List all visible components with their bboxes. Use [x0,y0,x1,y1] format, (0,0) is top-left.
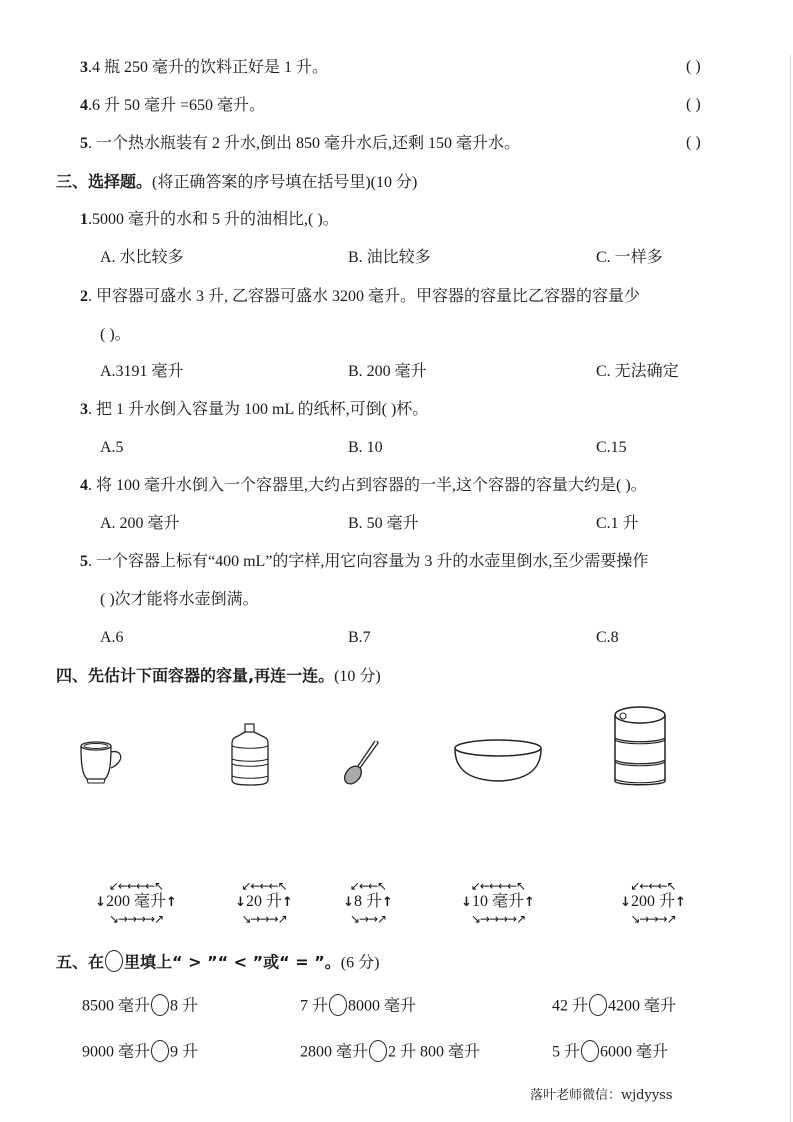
option-3b[interactable]: B. 10 [348,439,383,456]
arrow-up-icon: ↑ [382,895,393,910]
choice-question-1: 1.5000 毫升的水和 5 升的油相比,( )。 [80,211,339,228]
compare-circle-input[interactable] [589,994,607,1016]
arrow-frame-bottom: ↘→→→→↗ [470,912,526,926]
option-5c[interactable]: C.8 [596,629,619,646]
arrow-frame-bottom: ↘→→→→↗ [108,912,164,926]
section-4-heading: 四、先估计下面容器的容量,再连一连。(10 分) [56,666,381,685]
option-1b[interactable]: B. 油比较多 [348,249,431,266]
arrow-frame-top: ↙←←←↖ [630,879,676,893]
arrow-down-icon: ↓ [235,895,246,910]
capacity-label-3[interactable]: ↙←←↖ ↓8 升↑ ↘→→↗ [338,880,398,925]
footer-contact: 落叶老师微信：wjdyyss [530,1088,673,1103]
oil-barrel-icon[interactable] [612,705,668,790]
arrow-up-icon: ↑ [282,895,293,910]
option-2a[interactable]: A.3191 毫升 [100,363,184,380]
choice-question-3: 3. 把 1 升水倒入容量为 100 mL 的纸杯,可倒( )杯。 [80,401,429,418]
compare-item-2: 7 升 8000 毫升 [300,996,416,1018]
arrow-down-icon: ↓ [620,895,631,910]
option-4a[interactable]: A. 200 毫升 [100,515,180,532]
judge-answer-blank-3[interactable]: ( ) [686,58,701,75]
compare-circle-input[interactable] [369,1040,387,1062]
option-2b[interactable]: B. 200 毫升 [348,363,427,380]
capacity-label-5[interactable]: ↙←←←↖ ↓200 升↑ ↘→→→↗ [612,880,694,925]
arrow-frame-bottom: ↘→→→↗ [630,912,676,926]
judge-question-3: 3.4 瓶 250 毫升的饮料正好是 1 升。 [80,59,329,76]
water-jug-icon[interactable] [230,722,270,788]
arrow-up-icon: ↑ [524,895,535,910]
compare-circle-input[interactable] [329,994,347,1016]
judge-answer-blank-5[interactable]: ( ) [686,134,701,151]
compare-item-4: 9000 毫升 9 升 [82,1042,198,1064]
circle-icon [105,950,123,972]
arrow-frame-top: ↙←←↖ [349,879,387,893]
arrow-frame-bottom: ↘→→→↗ [241,912,287,926]
page-edge-line [790,55,791,1122]
compare-item-1: 8500 毫升 8 升 [82,996,198,1018]
arrow-down-icon: ↓ [95,895,106,910]
section-5-heading: 五、在 里填上“ > ”“ < ”或“ = ”。(6 分) [56,952,379,974]
compare-circle-input[interactable] [151,994,169,1016]
compare-item-3: 42 升 4200 毫升 [552,996,676,1018]
compare-item-6: 5 升 6000 毫升 [552,1042,668,1064]
choice-question-5: 5. 一个容器上标有“400 mL”的字样,用它向容量为 3 升的水壶里倒水,至少需要操作 [80,553,649,570]
arrow-down-icon: ↓ [343,895,354,910]
capacity-label-2[interactable]: ↙←←←↖ ↓20 升↑ ↘→→→↗ [228,880,300,925]
compare-circle-input[interactable] [151,1040,169,1062]
choice-question-2: 2. 甲容器可盛水 3 升, 乙容器可盛水 3200 毫升。甲容器的容量比乙容器的容量少 [80,288,641,305]
cup-icon[interactable] [78,738,128,788]
judge-question-4: 4.6 升 50 毫升 =650 毫升。 [80,97,266,114]
option-4b[interactable]: B. 50 毫升 [348,515,419,532]
choice-question-4: 4. 将 100 毫升水倒入一个容器里,大约占到容器的一半,这个容器的容量大约是( )。 [80,477,647,494]
arrow-frame-top: ↙←←←←↖ [470,879,526,893]
section-3-heading: 三、选择题。(将正确答案的序号填在括号里)(10 分) [56,172,418,191]
arrow-up-icon: ↑ [675,895,686,910]
option-4c[interactable]: C.1 升 [596,515,639,532]
option-1a[interactable]: A. 水比较多 [100,249,184,266]
bowl-icon[interactable] [452,738,544,788]
choice-question-5-cont: ( )次才能将水壶倒满。 [100,591,259,608]
arrow-frame-top: ↙←←←←↖ [108,879,164,893]
option-5b[interactable]: B.7 [348,629,371,646]
judge-question-5: 5. 一个热水瓶装有 2 升水,倒出 850 毫升水后,还剩 150 毫升水。 [80,135,521,152]
judge-answer-blank-4[interactable]: ( ) [686,96,701,113]
choice-question-2-cont: ( )。 [100,326,131,343]
spoon-icon[interactable] [342,738,382,788]
compare-circle-input[interactable] [581,1040,599,1062]
option-3c[interactable]: C.15 [596,439,627,456]
compare-item-5: 2800 毫升 2 升 800 毫升 [300,1042,480,1064]
arrow-down-icon: ↓ [461,895,472,910]
arrow-up-icon: ↑ [166,895,177,910]
option-2c[interactable]: C. 无法确定 [596,363,679,380]
arrow-frame-bottom: ↘→→↗ [349,912,387,926]
capacity-label-4[interactable]: ↙←←←←↖ ↓10 毫升↑ ↘→→→→↗ [452,880,544,925]
arrow-frame-top: ↙←←←↖ [241,879,287,893]
capacity-label-1[interactable]: ↙←←←←↖ ↓200 毫升↑ ↘→→→→↗ [86,880,186,925]
option-3a[interactable]: A.5 [100,439,124,456]
option-1c[interactable]: C. 一样多 [596,249,663,266]
option-5a[interactable]: A.6 [100,629,124,646]
